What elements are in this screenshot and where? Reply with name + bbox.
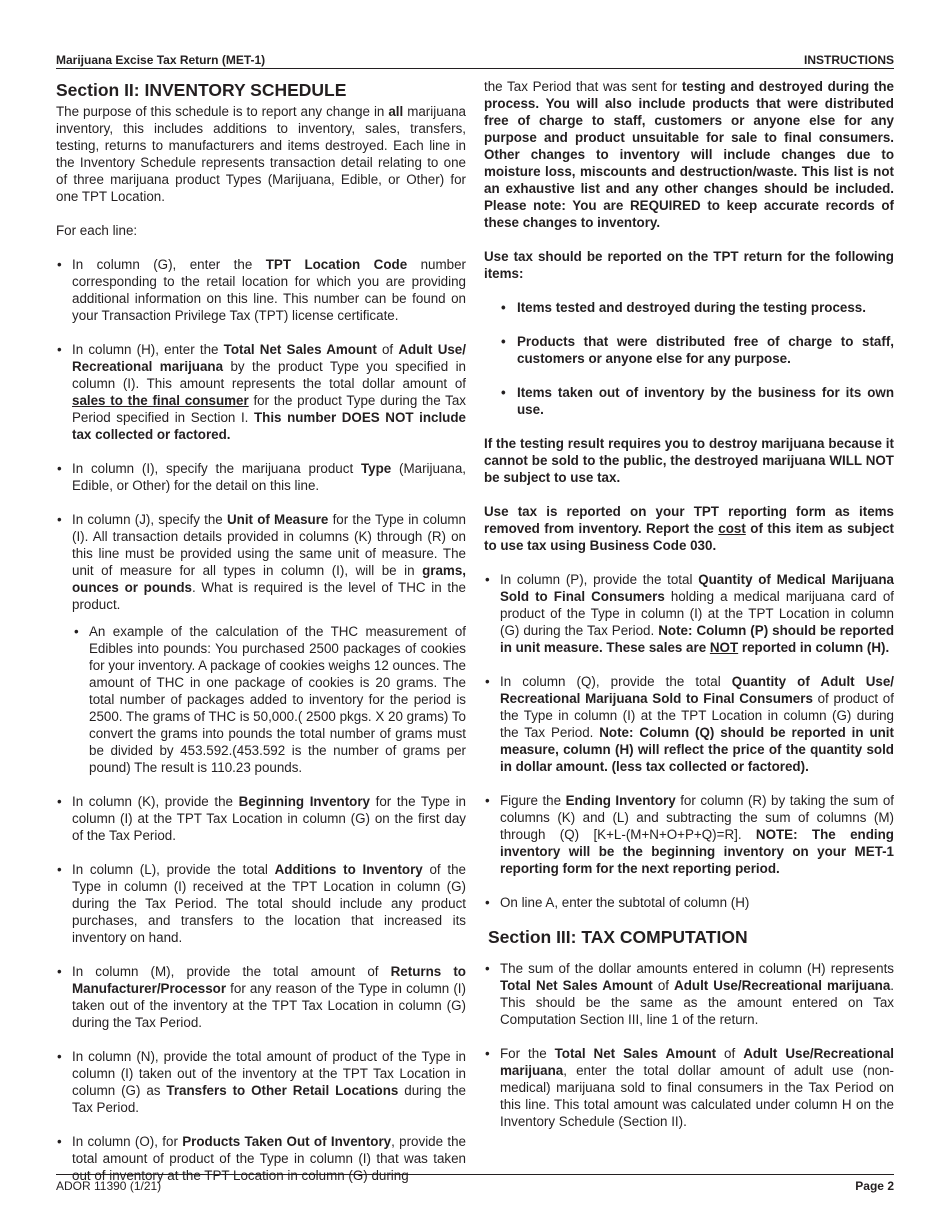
use-tax-report-note: Use tax is reported on your TPT reporting form as items removed from inventory. Report the cost of this item as subject to use tax using Business Code 030. (484, 504, 894, 553)
page-header (56, 53, 894, 69)
use-tax-item: • Items tested and destroyed during the testing process. (484, 299, 894, 316)
column-o-continued: the Tax Period that was sent for testing and destroyed during the process. You will also include products that were distributed free of charge to staff, customers or anyone else for any purpose and product unsuitable for sale to final consumers. Other changes to inventory will include changes due to moisture loss, miscounts and destruction/waste. This list is not an exhaustive list and any other changes should be included. Please note: You are REQUIRED to keep accurate records of these changes to inventory. (484, 79, 894, 230)
page-footer (56, 1174, 894, 1193)
column-p-instruction: • In column (P), provide the total Quantity of Medical Marijuana Sold to Final Consumers holding a medical marijuana card of product of the Type in column (I) at the TPT Location in column (G) during the Tax Period. Note: Column (P) should be reported in unit measure. These sales are NOT reported in column (H). (484, 571, 894, 656)
column-g-instruction: • In column (G), enter the TPT Location Code number corresponding to the retail location for which you are providing additional information on this line. This number can be found on your Transaction Privilege Tax (TPT) license certificate. (56, 256, 466, 324)
use-tax-item: • Products that were distributed free of charge to staff, customers or anyone else for any purpose. (484, 333, 894, 367)
column-i-instruction: • In column (I), specify the marijuana product Type (Marijuana, Edible, or Other) for the detail on this line. (56, 460, 466, 494)
testing-destroy-note: If the testing result requires you to destroy marijuana because it cannot be sold to the public, the destroyed marijuana WILL NOT be subject to use tax. (484, 436, 894, 485)
use-tax-intro: Use tax should be reported on the TPT return for the following items: (484, 249, 894, 281)
section-3-bullet-2: • For the Total Net Sales Amount of Adult Use/Recreational marijuana, enter the total dollar amount of adult use (non-medical) marijuana sold to final consumers in the Tax Period on this line. This total amount was calculated under column H on the Inventory Schedule (Section II). (484, 1045, 894, 1130)
column-h-instruction: • In column (H), enter the Total Net Sales Amount of Adult Use/ Recreational marijuana by the product Type you specified in column (I). This amount represents the total dollar amount of sales to the final consumer for the product Type during the Tax Period specified in Section I. This number DOES NOT include tax collected or factored. (56, 341, 466, 443)
line-a-instruction: • On line A, enter the subtotal of column (H) (484, 894, 894, 911)
section-3-bullet-1: • The sum of the dollar amounts entered in column (H) represents Total Net Sales Amount of Adult Use/Recreational marijuana. This should be the same as the amount entered on Tax Computation Section III, line 1 of the return. (484, 960, 894, 1028)
column-k-instruction: • In column (K), provide the Beginning Inventory for the Type in column (I) at the TPT Tax Location in column (G) on the first day of the Tax Period. (56, 793, 466, 844)
column-j-instruction: • In column (J), specify the Unit of Measure for the Type in column (I). All transaction details provided in columns (K) through (R) on this line must be provided using the same unit of measure. The unit of measure for all types in column (I), will be in grams, ounces or pounds. What is required is the level of THC in the product. (56, 511, 466, 613)
page-number: Page 2 (855, 1179, 894, 1193)
form-name: Marijuana Excise Tax Return (MET-1) (56, 53, 266, 67)
section-2-intro: The purpose of this schedule is to report any change in all marijuana inventory, this includes additions to inventory, sales, transfers, testing, returns to manufacturers and items destroyed. Each line in the Inventory Schedule represents transaction detail relating to one of three marijuana product Types (Marijuana, Edible, or Other) for one TPT Location. (56, 104, 466, 204)
section-2-title: Section II: INVENTORY SCHEDULE (56, 80, 347, 100)
column-r-instruction: • Figure the Ending Inventory for column (R) by taking the sum of columns (K) and (L) and subtracting the sum of columns (M) through (Q) [K+L-(M+N+O+P+Q)=R]. NOTE: The ending inventory will be the beginning inventory on your MET-1 reporting form for the next reporting period. (484, 792, 894, 877)
column-l-instruction: • In column (L), provide the total Additions to Inventory of the Type in column (I) received at the TPT Location in column (G) during the Tax Period. The total should include any product purchases, and transfers to the location that increased its inventory on hand. (56, 861, 466, 946)
column-q-instruction: • In column (Q), provide the total Quantity of Adult Use/ Recreational Marijuana Sold to Final Consumers of product of the Type in column (I) at the TPT Location in column (G) during the Tax Period. Note: Column (Q) should be reported in unit measure, column (H) will reflect the price of the quantity sold in dollar amount. (less tax collected or factored). (484, 673, 894, 775)
use-tax-item: • Items taken out of inventory by the business for its own use. (484, 384, 894, 418)
thc-example: • An example of the calculation of the THC measurement of Edibles into pounds: You purchased 2500 packages of cookies for your inventory. A package of cookies weighs 12 ounces. The amount of THC in one package of cookies is 20 grams. The total number of packages added to inventory for the period is 2500. The grams of THC is 50,000.( 2500 pkgs. X 20 grams) To convert the grams into pounds the total number of grams must be divided by 453.592.(453.592 is the number of grams per pound) The result is 110.23 pounds. (56, 623, 466, 776)
column-n-instruction: • In column (N), provide the total amount of product of the Type in column (I) taken out of the inventory at the TPT Tax Location in column (G) as Transfers to Other Retail Locations during the Tax Period. (56, 1048, 466, 1116)
column-o-instruction: • In column (O), for Products Taken Out of Inventory, provide the total amount of product of the Type in column (I) that was taken out of inventory at the TPT Location in column (G) during (56, 1133, 466, 1184)
right-column (484, 78, 894, 1130)
column-m-instruction: • In column (M), provide the total amount of Returns to Manufacturer/Processor for any reason of the Type in column (I) taken out of the inventory at the TPT Tax Location in column (G) during the Tax Period. (56, 963, 466, 1031)
form-number: ADOR 11390 (1/21) (56, 1179, 162, 1193)
header-instructions: INSTRUCTIONS (804, 53, 894, 67)
section-3-title: Section III: TAX COMPUTATION (488, 927, 748, 947)
for-each-line: For each line: (56, 223, 138, 238)
left-column (56, 78, 466, 1184)
